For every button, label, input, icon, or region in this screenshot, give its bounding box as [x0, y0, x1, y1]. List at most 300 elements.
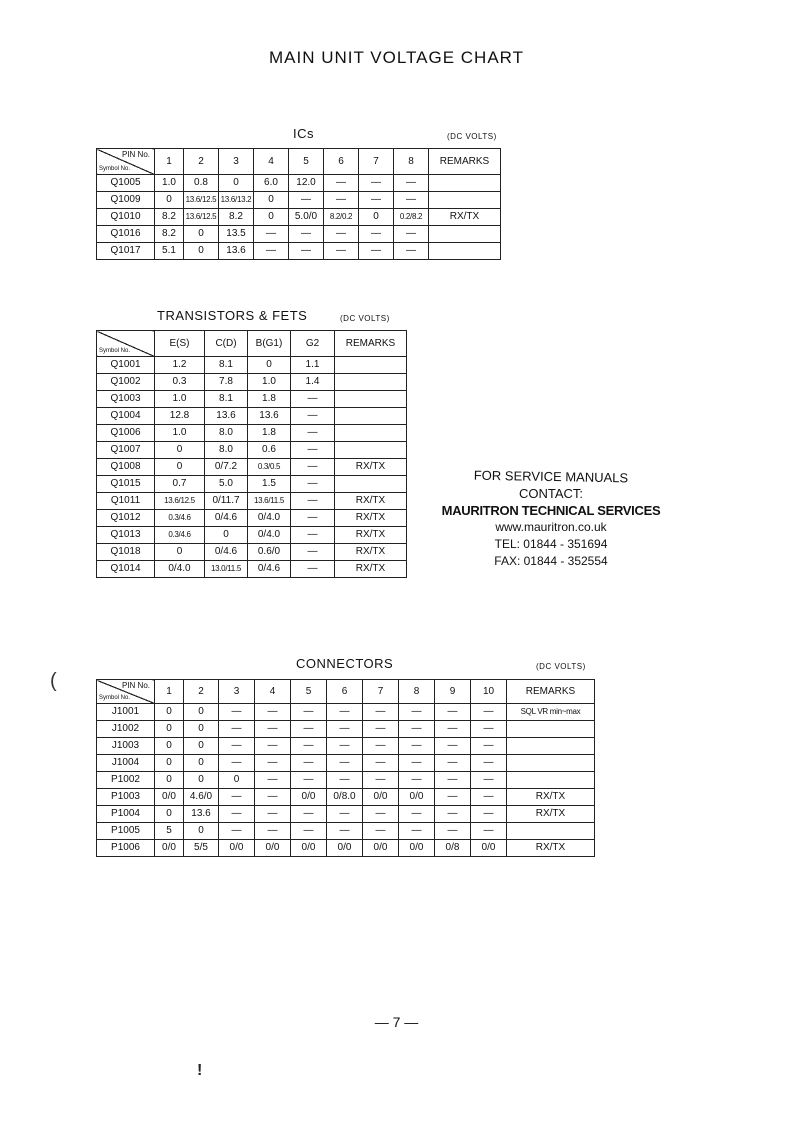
value-cell: —: [291, 442, 335, 459]
value-cell: 13.6: [219, 243, 254, 260]
value-cell: —: [327, 806, 363, 823]
connectors-col-header: 4: [255, 680, 291, 704]
value-cell: 0/0: [291, 789, 327, 806]
value-cell: 0.6/0: [248, 544, 291, 561]
ics-col-header: 3: [219, 149, 254, 175]
value-cell: —: [291, 561, 335, 578]
table-row: [97, 738, 595, 755]
connectors-col-header: 1: [155, 680, 184, 704]
value-cell: —: [255, 823, 291, 840]
symbol-cell: Q1009: [97, 192, 155, 209]
value-cell: —: [219, 806, 255, 823]
value-cell: —: [255, 721, 291, 738]
contact-block: [436, 468, 666, 570]
value-cell: 0/0: [291, 840, 327, 857]
value-cell: —: [291, 704, 327, 721]
connectors-body: [97, 704, 595, 857]
value-cell: —: [327, 772, 363, 789]
remarks-cell: RX/TX: [507, 806, 595, 823]
remarks-cell: [507, 755, 595, 772]
value-cell: 6.0: [254, 175, 289, 192]
ics-units: (DC VOLTS): [447, 132, 497, 141]
value-cell: 0: [184, 704, 219, 721]
table-row: [97, 408, 407, 425]
symbol-cell: Q1017: [97, 243, 155, 260]
value-cell: 8.1: [205, 391, 248, 408]
remarks-cell: [335, 374, 407, 391]
value-cell: 0: [184, 721, 219, 738]
transistors-table: [96, 330, 407, 578]
value-cell: 0: [184, 823, 219, 840]
symbol-cell: P1002: [97, 772, 155, 789]
symbol-cell: Q1012: [97, 510, 155, 527]
value-cell: 0/0: [255, 840, 291, 857]
value-cell: 0/0: [399, 789, 435, 806]
remarks-cell: SQL VR min~max: [507, 704, 595, 721]
value-cell: —: [359, 226, 394, 243]
table-row: [97, 391, 407, 408]
pin-no-label: PIN No.: [121, 150, 150, 159]
ics-table: [96, 148, 501, 260]
value-cell: —: [291, 476, 335, 493]
table-row: [97, 374, 407, 391]
symbol-cell: J1004: [97, 755, 155, 772]
value-cell: —: [291, 755, 327, 772]
remarks-cell: [335, 357, 407, 374]
transistors-col-header: C(D): [205, 331, 248, 357]
value-cell: —: [324, 175, 359, 192]
transistors-heading: TRANSISTORS & FETS: [157, 308, 308, 323]
symbol-cell: P1005: [97, 823, 155, 840]
value-cell: 0/0: [363, 789, 399, 806]
value-cell: 13.6: [248, 408, 291, 425]
connectors-col-header: 5: [291, 680, 327, 704]
value-cell: 8.0: [205, 442, 248, 459]
value-cell: —: [254, 226, 289, 243]
connectors-col-header: 3: [219, 680, 255, 704]
table-row: [97, 476, 407, 493]
value-cell: —: [435, 704, 471, 721]
transistors-header-row: [97, 331, 407, 357]
symbol-cell: Q1011: [97, 493, 155, 510]
transistors-body: [97, 357, 407, 578]
value-cell: 0/4.0: [248, 510, 291, 527]
value-cell: —: [291, 823, 327, 840]
value-cell: —: [471, 704, 507, 721]
value-cell: —: [255, 789, 291, 806]
value-cell: —: [471, 806, 507, 823]
value-cell: —: [327, 704, 363, 721]
value-cell: —: [471, 721, 507, 738]
connectors-col-header: REMARKS: [507, 680, 595, 704]
value-cell: —: [255, 806, 291, 823]
value-cell: —: [399, 823, 435, 840]
remarks-cell: [429, 226, 501, 243]
value-cell: 0: [359, 209, 394, 226]
value-cell: 0/0: [471, 840, 507, 857]
ics-col-header: 7: [359, 149, 394, 175]
symbol-cell: Q1007: [97, 442, 155, 459]
value-cell: —: [255, 772, 291, 789]
remarks-cell: RX/TX: [507, 789, 595, 806]
table-row: [97, 721, 595, 738]
contact-line1: FOR SERVICE MANUALS: [473, 467, 629, 486]
table-row: [97, 527, 407, 544]
value-cell: 8.2: [155, 209, 184, 226]
value-cell: 8.0: [205, 425, 248, 442]
value-cell: 1.4: [291, 374, 335, 391]
symbol-no-label: Symbol No.: [99, 695, 131, 701]
value-cell: —: [219, 789, 255, 806]
value-cell: 0.3/4.6: [155, 510, 205, 527]
scan-mark: !: [197, 1062, 203, 1079]
value-cell: —: [219, 755, 255, 772]
contact-tel: TEL: 01844 - 351694: [494, 537, 608, 551]
value-cell: 0/4.6: [205, 510, 248, 527]
connectors-col-header: 6: [327, 680, 363, 704]
value-cell: —: [219, 721, 255, 738]
value-cell: —: [291, 510, 335, 527]
value-cell: 0: [155, 755, 184, 772]
value-cell: 1.0: [155, 175, 184, 192]
page-number: — 7 —: [374, 1014, 419, 1030]
value-cell: —: [435, 806, 471, 823]
value-cell: —: [327, 755, 363, 772]
value-cell: —: [399, 755, 435, 772]
value-cell: —: [363, 738, 399, 755]
value-cell: —: [363, 721, 399, 738]
value-cell: 8.2/0.2: [324, 209, 359, 226]
table-row: [97, 493, 407, 510]
contact-line2: CONTACT:: [518, 486, 584, 501]
table-row: [97, 704, 595, 721]
table-row: [97, 459, 407, 476]
value-cell: 13.6/12.5: [184, 192, 219, 209]
value-cell: —: [363, 704, 399, 721]
value-cell: 0: [184, 772, 219, 789]
value-cell: —: [363, 806, 399, 823]
value-cell: 7.8: [205, 374, 248, 391]
value-cell: 5.0/0: [289, 209, 324, 226]
value-cell: —: [289, 243, 324, 260]
value-cell: 13.6: [184, 806, 219, 823]
contact-fax: FAX: 01844 - 352554: [494, 554, 608, 568]
remarks-cell: RX/TX: [335, 459, 407, 476]
remarks-cell: [335, 425, 407, 442]
table-row: [97, 243, 501, 260]
value-cell: 1.2: [155, 357, 205, 374]
value-cell: —: [219, 738, 255, 755]
table-row: [97, 789, 595, 806]
value-cell: 13.6/11.5: [248, 493, 291, 510]
value-cell: 8.2: [219, 209, 254, 226]
value-cell: 0/0: [219, 840, 255, 857]
table-row: [97, 561, 407, 578]
value-cell: —: [471, 772, 507, 789]
remarks-cell: [507, 772, 595, 789]
connectors-col-header: 7: [363, 680, 399, 704]
value-cell: 0: [184, 226, 219, 243]
value-cell: —: [399, 721, 435, 738]
value-cell: 1.0: [155, 391, 205, 408]
symbol-cell: J1003: [97, 738, 155, 755]
value-cell: 0.3: [155, 374, 205, 391]
value-cell: 1.8: [248, 391, 291, 408]
value-cell: 1.1: [291, 357, 335, 374]
ics-col-header: 6: [324, 149, 359, 175]
value-cell: —: [359, 243, 394, 260]
value-cell: 5.1: [155, 243, 184, 260]
value-cell: —: [219, 704, 255, 721]
value-cell: 0/8.0: [327, 789, 363, 806]
connectors-heading: CONNECTORS: [296, 656, 394, 671]
value-cell: 0: [155, 544, 205, 561]
value-cell: 0.2/8.2: [394, 209, 429, 226]
value-cell: 0: [248, 357, 291, 374]
connectors-col-header: 10: [471, 680, 507, 704]
value-cell: —: [219, 823, 255, 840]
transistors-col-header: G2: [291, 331, 335, 357]
value-cell: 13.6: [205, 408, 248, 425]
value-cell: 0: [155, 442, 205, 459]
symbol-cell: P1006: [97, 840, 155, 857]
transistors-units: (DC VOLTS): [340, 314, 390, 323]
symbol-cell: P1003: [97, 789, 155, 806]
value-cell: —: [291, 772, 327, 789]
value-cell: 0: [254, 209, 289, 226]
table-row: [97, 425, 407, 442]
value-cell: 0: [155, 704, 184, 721]
value-cell: —: [291, 391, 335, 408]
value-cell: 0: [155, 806, 184, 823]
value-cell: 0: [184, 755, 219, 772]
value-cell: 0/11.7: [205, 493, 248, 510]
value-cell: 0.7: [155, 476, 205, 493]
ics-col-header: 5: [289, 149, 324, 175]
value-cell: —: [291, 527, 335, 544]
value-cell: 0/0: [399, 840, 435, 857]
remarks-cell: [507, 721, 595, 738]
value-cell: 0/0: [363, 840, 399, 857]
value-cell: 0: [155, 192, 184, 209]
symbol-cell: Q1013: [97, 527, 155, 544]
value-cell: —: [394, 226, 429, 243]
table-row: [97, 357, 407, 374]
value-cell: —: [435, 755, 471, 772]
value-cell: 0/8: [435, 840, 471, 857]
value-cell: 13.0/11.5: [205, 561, 248, 578]
value-cell: 0/4.6: [248, 561, 291, 578]
symbol-no-label: Symbol No.: [99, 166, 131, 172]
connectors-units: (DC VOLTS): [536, 662, 586, 671]
value-cell: —: [255, 738, 291, 755]
value-cell: 0.8: [184, 175, 219, 192]
value-cell: 0: [254, 192, 289, 209]
value-cell: 13.6/12.5: [184, 209, 219, 226]
value-cell: 0/0: [155, 789, 184, 806]
value-cell: —: [289, 226, 324, 243]
value-cell: —: [435, 721, 471, 738]
ics-col-header: REMARKS: [429, 149, 501, 175]
contact-website: www.mauritron.co.uk: [495, 520, 607, 534]
value-cell: 0/4.6: [205, 544, 248, 561]
ics-heading: ICs: [293, 126, 314, 141]
symbol-cell: Q1003: [97, 391, 155, 408]
value-cell: —: [324, 226, 359, 243]
symbol-cell: Q1016: [97, 226, 155, 243]
value-cell: 12.8: [155, 408, 205, 425]
value-cell: 0/0: [327, 840, 363, 857]
value-cell: 0: [184, 243, 219, 260]
remarks-cell: [507, 823, 595, 840]
transistors-col-header: REMARKS: [335, 331, 407, 357]
value-cell: —: [471, 738, 507, 755]
value-cell: —: [291, 408, 335, 425]
value-cell: —: [291, 721, 327, 738]
symbol-cell: Q1015: [97, 476, 155, 493]
value-cell: —: [359, 192, 394, 209]
table-row: [97, 755, 595, 772]
ics-col-header: 8: [394, 149, 429, 175]
value-cell: —: [394, 243, 429, 260]
value-cell: 13.6/13.2: [219, 192, 254, 209]
value-cell: —: [291, 459, 335, 476]
value-cell: —: [399, 772, 435, 789]
scan-mark: (: [50, 670, 57, 692]
symbol-cell: J1001: [97, 704, 155, 721]
symbol-cell: Q1008: [97, 459, 155, 476]
table-row: [97, 510, 407, 527]
transistors-corner-cell: [97, 331, 155, 357]
remarks-cell: RX/TX: [507, 840, 595, 857]
value-cell: 1.8: [248, 425, 291, 442]
value-cell: —: [435, 823, 471, 840]
table-row: [97, 442, 407, 459]
remarks-cell: [335, 408, 407, 425]
value-cell: 4.6/0: [184, 789, 219, 806]
value-cell: 0.3/0.5: [248, 459, 291, 476]
value-cell: —: [471, 823, 507, 840]
value-cell: —: [363, 823, 399, 840]
value-cell: —: [254, 243, 289, 260]
transistors-col-header: E(S): [155, 331, 205, 357]
table-row: [97, 840, 595, 857]
connectors-col-header: 9: [435, 680, 471, 704]
value-cell: 0.3/4.6: [155, 527, 205, 544]
symbol-cell: Q1002: [97, 374, 155, 391]
symbol-cell: Q1004: [97, 408, 155, 425]
remarks-cell: [335, 476, 407, 493]
remarks-cell: RX/TX: [335, 544, 407, 561]
value-cell: —: [399, 806, 435, 823]
ics-header-row: [97, 149, 501, 175]
connectors-corner-cell: [97, 680, 155, 704]
value-cell: —: [291, 738, 327, 755]
connectors-col-header: 2: [184, 680, 219, 704]
value-cell: 0/7.2: [205, 459, 248, 476]
value-cell: 5.0: [205, 476, 248, 493]
remarks-cell: [507, 738, 595, 755]
value-cell: 5/5: [184, 840, 219, 857]
value-cell: —: [255, 704, 291, 721]
remarks-cell: [335, 391, 407, 408]
remarks-cell: RX/TX: [335, 561, 407, 578]
value-cell: 0.6: [248, 442, 291, 459]
connectors-header-row: [97, 680, 595, 704]
value-cell: —: [471, 789, 507, 806]
value-cell: 0/4.0: [248, 527, 291, 544]
value-cell: —: [324, 243, 359, 260]
table-row: [97, 772, 595, 789]
value-cell: —: [435, 772, 471, 789]
symbol-cell: Q1001: [97, 357, 155, 374]
value-cell: 0: [155, 459, 205, 476]
value-cell: —: [289, 192, 324, 209]
value-cell: 0: [205, 527, 248, 544]
value-cell: —: [435, 789, 471, 806]
value-cell: —: [359, 175, 394, 192]
contact-company: MAURITRON TECHNICAL SERVICES: [441, 503, 661, 518]
table-row: [97, 806, 595, 823]
ics-corner-cell: [97, 149, 155, 175]
value-cell: —: [363, 755, 399, 772]
symbol-cell: Q1010: [97, 209, 155, 226]
page-title: MAIN UNIT VOLTAGE CHART: [268, 48, 525, 67]
remarks-cell: RX/TX: [429, 209, 501, 226]
ics-col-header: 1: [155, 149, 184, 175]
value-cell: —: [471, 755, 507, 772]
remarks-cell: RX/TX: [335, 493, 407, 510]
value-cell: —: [291, 425, 335, 442]
value-cell: 8.2: [155, 226, 184, 243]
value-cell: —: [399, 704, 435, 721]
remarks-cell: [429, 192, 501, 209]
table-row: [97, 209, 501, 226]
connectors-table: [96, 679, 595, 857]
remarks-cell: RX/TX: [335, 527, 407, 544]
symbol-cell: P1004: [97, 806, 155, 823]
value-cell: 0/4.0: [155, 561, 205, 578]
value-cell: 13.6/12.5: [155, 493, 205, 510]
table-row: [97, 226, 501, 243]
connectors-col-header: 8: [399, 680, 435, 704]
value-cell: —: [291, 544, 335, 561]
value-cell: 1.5: [248, 476, 291, 493]
value-cell: 0: [219, 175, 254, 192]
symbol-cell: J1002: [97, 721, 155, 738]
value-cell: —: [435, 738, 471, 755]
remarks-cell: [429, 175, 501, 192]
remarks-cell: [335, 442, 407, 459]
value-cell: —: [327, 823, 363, 840]
value-cell: 1.0: [248, 374, 291, 391]
value-cell: —: [394, 192, 429, 209]
value-cell: —: [255, 755, 291, 772]
table-row: [97, 192, 501, 209]
value-cell: —: [327, 721, 363, 738]
value-cell: 0/0: [155, 840, 184, 857]
transistors-col-header: B(G1): [248, 331, 291, 357]
value-cell: 12.0: [289, 175, 324, 192]
ics-body: [97, 175, 501, 260]
symbol-cell: Q1006: [97, 425, 155, 442]
table-row: [97, 175, 501, 192]
symbol-cell: Q1018: [97, 544, 155, 561]
ics-col-header: 2: [184, 149, 219, 175]
value-cell: —: [399, 738, 435, 755]
value-cell: 0: [155, 721, 184, 738]
value-cell: —: [291, 806, 327, 823]
